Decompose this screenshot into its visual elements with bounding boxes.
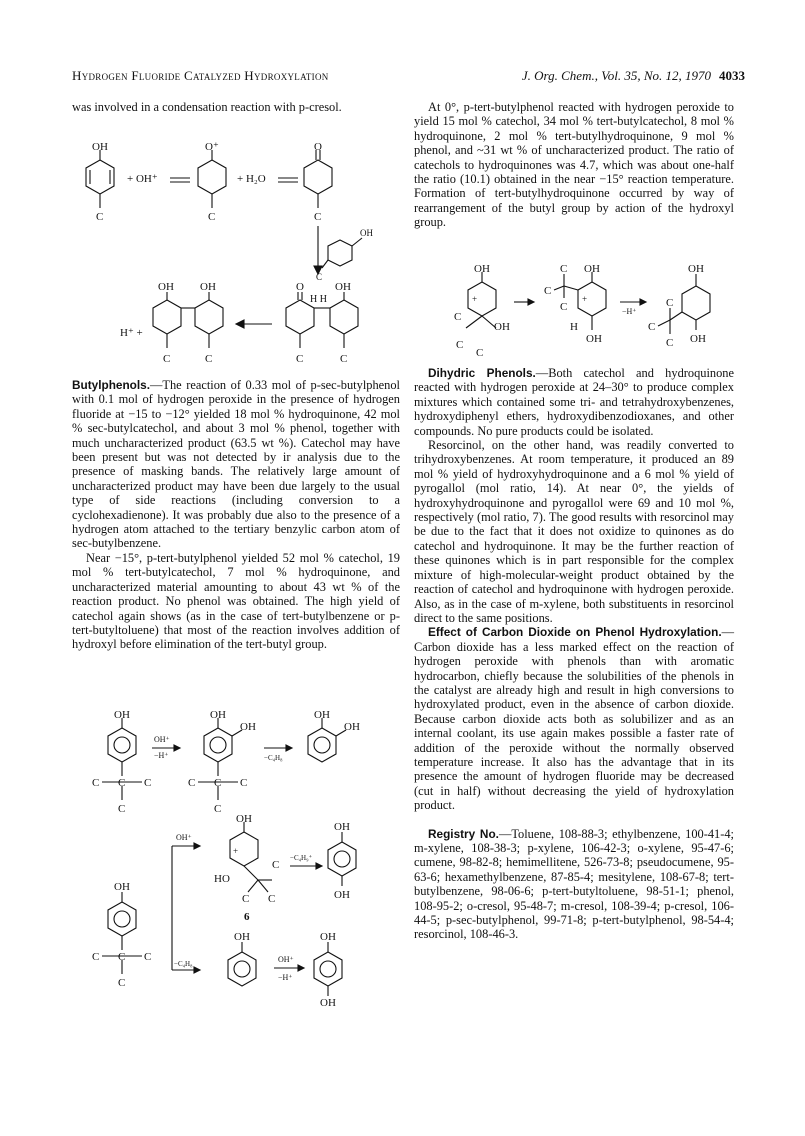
svg-text:−H⁺: −H⁺ (622, 307, 637, 316)
intermediate-6-structure (214, 813, 279, 923)
hydroquinone-structure (328, 821, 356, 901)
svg-text:C: C (214, 803, 222, 815)
tert-butylcatechol-structure (188, 709, 256, 815)
svg-text:−H⁺: −H⁺ (278, 973, 293, 982)
tert-butylphenol-structure-1 (92, 709, 151, 815)
svg-text:C: C (242, 893, 250, 905)
svg-text:C: C (316, 272, 323, 282)
svg-text:C: C (560, 301, 568, 313)
svg-text:OH: OH (92, 141, 108, 153)
tert-butylphenol-structure-2 (92, 881, 151, 989)
tert-butylphenol-0deg-paragraph: At 0°, p-tert-butylphenol reacted with hydrogen peroxide to yield 15 mol % catechol, 34 mol % tert-butylcatechol, 8 mol % hydroquinone, 2 mol % tert-butylhydroquinone, 9 mol % phenol, and ~31 wt % of uncharacterized product. The ratio of catechols to hydroquinones was 4.7, which was about one-half the ratio (10.1) obtained in the near −15° reaction temperature. Formation of tert-butylhydroquinone occurred by way of rearrangement of the butyl group by action of the hydroxyl group. (414, 100, 734, 230)
cresol-reagent-structure (316, 228, 373, 282)
svg-text:OH: OH (240, 721, 256, 733)
intro-paragraph: was involved in a condensation reaction with p-cresol. (72, 100, 342, 114)
svg-text:OH: OH (360, 228, 373, 238)
svg-text:OH: OH (320, 997, 336, 1006)
svg-text:O: O (314, 141, 322, 153)
catechol-structure (308, 709, 360, 762)
page-number: 4033 (719, 68, 745, 83)
svg-text:C: C (666, 337, 674, 349)
svg-text:OH: OH (114, 881, 130, 893)
svg-text:OH: OH (314, 709, 330, 721)
dihydric-phenols-heading: Dihydric Phenols. (428, 366, 536, 380)
svg-text:C: C (144, 951, 152, 963)
svg-text:−C₄H₉⁺: −C₄H₉⁺ (290, 854, 313, 862)
svg-text:C: C (214, 777, 222, 789)
svg-text:HO: HO (214, 873, 230, 885)
svg-text:OH: OH (584, 263, 600, 275)
svg-text:+ OH⁺: + OH⁺ (127, 173, 158, 185)
svg-text:C: C (240, 777, 248, 789)
svg-text:−C₄H₈: −C₄H₈ (264, 754, 283, 762)
svg-text:OH: OH (474, 263, 490, 275)
svg-text:OH⁺: OH⁺ (176, 833, 192, 842)
svg-text:OH: OH (335, 281, 351, 293)
svg-text:C: C (205, 353, 213, 365)
svg-text:C: C (456, 339, 464, 351)
svg-text:C: C (118, 777, 126, 789)
svg-text:C: C (163, 353, 171, 365)
svg-text:+ H₂O: + H₂O (237, 173, 266, 185)
svg-text:H H: H H (310, 294, 327, 305)
hydroquinone-structure-2 (314, 931, 342, 1006)
svg-text:OH: OH (334, 821, 350, 833)
svg-text:OH: OH (690, 333, 706, 345)
svg-text:−C₄H₈: −C₄H₈ (174, 960, 193, 968)
p-cresol-structure (86, 141, 114, 223)
dihydric-phenols-section: Dihydric Phenols.—Both catechol and hydroquinone reacted with hydrogen peroxide at 24–30° to produce complex mixtures which contained some tri- and tetrahydroxybenzenes, hydroxydiphenyl ethers, hydroxydibenzodioxanes, and other compounds. No pure products could be isolated. Resorcinol, on the other hand, was readily converted to trihydroxybenzenes. At room temperature, it produced an 89 mol % yield of hydroxyhydroquinone and a 6 mol % yield of pyrogallol (mol ratio, 14). At near 0°, the yields of hydroxyhydroquinone and pyrogallol were 69 and 10 mol %, respectively (mol ratio, 7). The good results with resorcinol may be due to the fact that it does not oxidize to quinones as do catechol and hydroquinone. It may be the further reaction of these quinones which is in part responsible for the complex mixture of high-molecular-weight product obtained by the reaction of catechol and hydroquinone with hydrogen peroxide. Also, as in the case of m-xylene, both substituents in resorcinol direct to the same positions. Effect of Carbon Dioxide on Phenol Hydroxylation.—Carbon dioxide has a less marked effect on the reaction of hydrogen peroxide with phenols than with aromatic hydrocarbon, chiefly because the solubilities of the phenols in the catalyst are already high and result in high conversions to hydroxylated product, even in the absence of carbon dioxide. Because carbon dioxide acts both as solubilizer and as an internal coolant, its use again makes possible a faster rate of addition of the peroxide without the normally observed temperature increase. It also has the advantage that in its presence the amount of hydrogen fluoride may be decreased (cut in half) without decreasing the yield of hydroxylation product. Registry No.—Toluene, 108-88-3; ethylbenzene, 100-41-4; m-xylene, 108-38-3; p-xylene, 106-42-3; o-xylene, 95-47-6; cumene, 98-82-8; hemimellitene, 526-73-8; pseudocumene, 95-63-6; hexamethylbenzene, 87-85-4; mesitylene, 108-67-8; tert-butylbenzene, 98-06-6; p-tert-butyltoluene, 98-51-1; phenol, 108-95-2; o-cresol, 95-48-7; m-cresol, 108-39-4; p-cresol, 106-44-5; p-sec-butylphenol, 99-71-8; p-tert-butylphenol, 98-54-4; resorcinol, 108-46-3. (414, 366, 735, 942)
svg-text:−H⁺: −H⁺ (154, 751, 169, 760)
rearrangement-scheme (414, 258, 734, 368)
running-title: Hydrogen Fluoride Catalyzed Hydroxylation (72, 68, 329, 83)
svg-text:C: C (268, 893, 276, 905)
svg-text:C: C (296, 353, 304, 365)
svg-text:OH: OH (234, 931, 250, 943)
svg-text:C: C (118, 803, 126, 815)
svg-text:C: C (118, 951, 126, 963)
svg-text:C: C (118, 977, 126, 989)
svg-text:O: O (296, 281, 304, 293)
svg-text:OH: OH (200, 281, 216, 293)
svg-text:+: + (582, 294, 588, 304)
svg-text:6: 6 (244, 911, 250, 923)
svg-text:OH: OH (688, 263, 704, 275)
svg-text:C: C (666, 297, 674, 309)
svg-text:C: C (648, 321, 656, 333)
registry-heading: Registry No. (428, 826, 499, 841)
oxonium-structure (198, 141, 226, 223)
tert-butylhydroquinone-structure (648, 263, 710, 349)
svg-text:OH: OH (158, 281, 174, 293)
svg-text:OH: OH (586, 333, 602, 345)
svg-text:OH: OH (320, 931, 336, 943)
cresol-condensation-scheme (72, 140, 402, 370)
svg-text:C: C (340, 353, 348, 365)
svg-text:+: + (233, 846, 239, 856)
svg-text:OH⁺: OH⁺ (278, 955, 294, 964)
rearranged-cation-structure (544, 263, 606, 345)
svg-text:OH: OH (236, 813, 252, 825)
svg-text:C: C (188, 777, 196, 789)
bisphenol-product-structure (153, 281, 223, 365)
svg-text:OH: OH (334, 889, 350, 901)
svg-text:C: C (314, 211, 322, 223)
svg-text:C: C (208, 211, 216, 223)
registry-numbers: —Toluene, 108-88-3; ethylbenzene, 100-41-4; m-xylene, 108-38-3; p-xylene, 106-42-3; o-xylene, 95-47-6; cumene, 98-82-8; hemimellitene, 526-73-8; pseudocumene, 95-63-6; hexamethylbenzene, 87-85-4; mesitylene, 108-67-8; tert-butylbenzene, 98-06-6; p-tert-butyltoluene, 98-51-1; phenol, 108-95-2; o-cresol, 95-48-7; m-cresol, 108-39-4; p-cresol, 106-44-5; p-sec-butylphenol, 99-71-8; p-tert-butylphenol, 98-54-4; resorcinol, 108-46-3. (414, 826, 734, 942)
journal-citation (522, 68, 745, 84)
svg-text:H: H (570, 321, 578, 333)
svg-text:C: C (476, 347, 484, 359)
svg-text:C: C (92, 951, 100, 963)
svg-text:C: C (92, 777, 100, 789)
protonated-tert-butylphenol-structure (454, 263, 510, 359)
svg-text:OH: OH (114, 709, 130, 721)
journal-name: J. Org. Chem., Vol. 35, No. 12, 1970 (521, 68, 711, 83)
butylphenols-section: Butylphenols.—The reaction of 0.33 mol of p-sec-butylphenol with 0.1 mol of hydrogen peroxide in the presence of hydrogen fluoride at −15 to −12° yielded 18 mol % hydroquinone, 42 mol % sec-butylcatechol, and about 3 mol % phenol, together with much uncharacterized product (63.5 wt %). Catechol may have been present but was not detected by ir analysis due to the presence of masking bands. The relatively large amount of uncharacterized product may have been due largely to the usual type of side reactions (including conversion to a cyclohexadienone). It was probably due also to the presence of a hydrogen atom attached to the tertiary benzylic carbon atom of sec-butylbenzene. Near −15°, p-tert-butylphenol yielded 52 mol % catechol, 19 mol % tert-butylcatechol, 7 mol % hydroquinone, and uncharacterized material amounting to about 43 wt % of the reaction product. No phenol was obtained. The high yield of catechol again shows (as in the case of tert-butylbenzene or p-tert-butyltoluene) that most of the reaction involves addition of hydroxyl before elimination of the tert-butyl group. (72, 378, 400, 652)
svg-text:H⁺ +: H⁺ + (120, 327, 143, 339)
svg-text:OH: OH (494, 321, 510, 333)
phenol-structure (228, 931, 256, 986)
svg-text:C: C (144, 777, 152, 789)
dienone-adduct-structure (286, 281, 358, 365)
svg-text:C: C (96, 211, 104, 223)
svg-text:OH: OH (210, 709, 226, 721)
co2-effect-heading: Effect of Carbon Dioxide on Phenol Hydroxylation. (428, 625, 722, 640)
svg-text:C: C (560, 263, 568, 275)
svg-text:O⁺: O⁺ (205, 141, 219, 153)
svg-text:C: C (544, 285, 552, 297)
svg-text:OH⁺: OH⁺ (154, 735, 170, 744)
svg-text:+: + (472, 294, 478, 304)
svg-text:C: C (272, 859, 280, 871)
butylphenols-heading: Butylphenols. (72, 378, 150, 392)
svg-text:C: C (454, 311, 462, 323)
methylene-quinone-structure (304, 141, 332, 223)
svg-text:OH: OH (344, 721, 360, 733)
tert-butylphenol-scheme (72, 706, 402, 1006)
